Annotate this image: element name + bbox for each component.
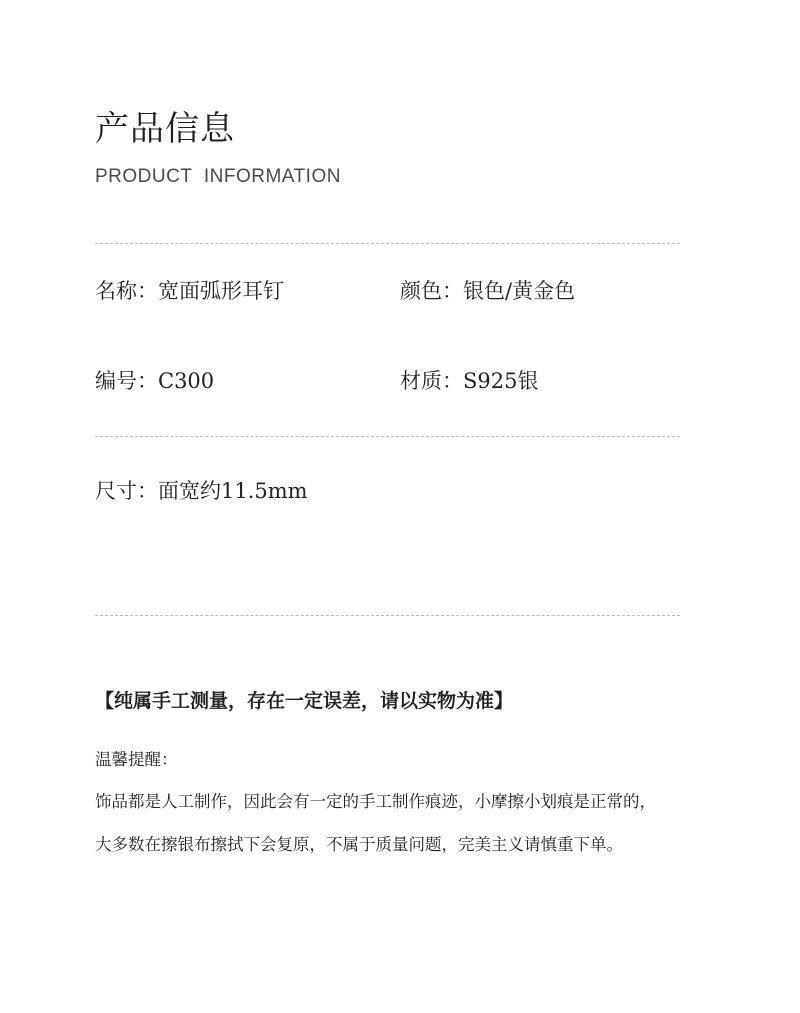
page-title: 产品信息 [95, 109, 235, 149]
divider [95, 436, 680, 437]
spec-material: 材质：S925银 [400, 369, 539, 393]
measurement-notice: 【纯属手工测量，存在一定误差，请以实物为准】 [95, 690, 514, 712]
tips-line-2: 大多数在擦银布擦拭下会复原，不属于质量问题，完美主义请慎重下单。 [95, 835, 623, 854]
tips-heading: 温馨提醒： [95, 750, 178, 769]
spec-name: 名称：宽面弧形耳钉 [95, 279, 284, 303]
spec-code: 编号：C300 [95, 369, 215, 393]
page-subtitle: PRODUCT INFORMATION [95, 166, 341, 187]
divider [95, 615, 680, 616]
spec-color: 颜色：银色/黄金色 [400, 279, 576, 303]
divider [95, 243, 680, 244]
tips-line-1: 饰品都是人工制作，因此会有一定的手工制作痕迹，小摩擦小划痕是正常的， [95, 792, 656, 811]
spec-size: 尺寸：面宽约11.5mm [95, 479, 308, 503]
